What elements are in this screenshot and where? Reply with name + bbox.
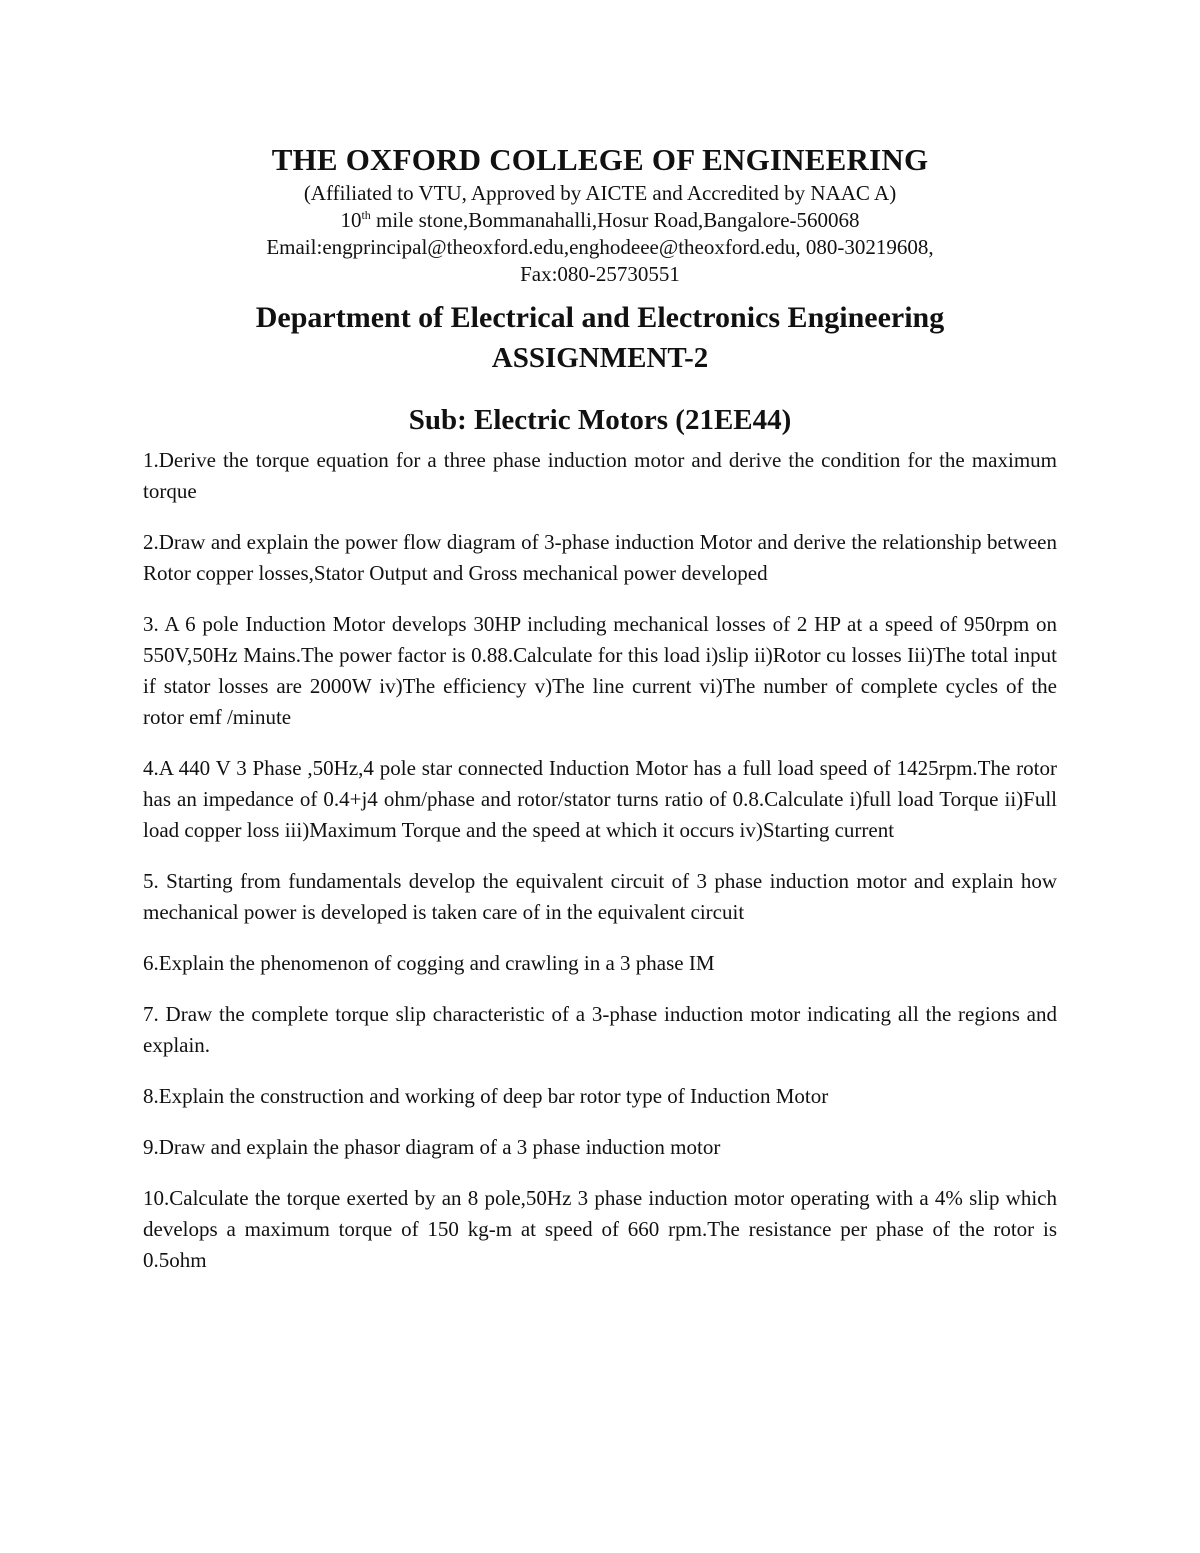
address-line [143, 207, 1057, 234]
question-list [143, 445, 1057, 1296]
fax-line: Fax:080-25730551 [520, 262, 680, 286]
department-title: Department of Electrical and Electronics Engineering [255, 301, 945, 334]
affiliation-line: (Affiliated to VTU, Approved by AICTE and Accredited by NAAC A) [303, 181, 897, 205]
question-5: 5. Starting from fundamentals develop the equivalent circuit of 3 phase induction motor and explain how mechanical power is developed is taken care of in the equivalent circuit [143, 869, 1057, 924]
assignment-title: ASSIGNMENT-2 [491, 342, 709, 374]
question-9: 9.Draw and explain the phasor diagram of a 3 phase induction motor [143, 1135, 721, 1159]
question-7: 7. Draw the complete torque slip characteristic of a 3-phase induction motor indicating all the regions and explain. [143, 1002, 1057, 1057]
question-1: 1.Derive the torque equation for a three phase induction motor and derive the condition for the maximum torque [143, 448, 1057, 503]
question-10: 10.Calculate the torque exerted by an 8 pole,50Hz 3 phase induction motor operating with a 4% slip which develops a maximum torque of 150 kg-m at speed of 660 rpm.The resistance per phase of the rotor is 0.5ohm [143, 1186, 1057, 1272]
email-line: Email:engprincipal@theoxford.edu,enghodeee@theoxford.edu, 080-30219608, [266, 235, 934, 259]
address-ordinal: th [361, 208, 371, 222]
question-6: 6.Explain the phenomenon of cogging and crawling in a 3 phase IM [143, 951, 715, 975]
question-8: 8.Explain the construction and working of deep bar rotor type of Induction Motor [143, 1084, 829, 1108]
address-number: 10 [340, 208, 362, 232]
subject-title: Sub: Electric Motors (21EE44) [408, 404, 792, 436]
document-header [143, 140, 1057, 438]
question-4: 4.A 440 V 3 Phase ,50Hz,4 pole star connected Induction Motor has a full load speed of 1425rpm.The rotor has an impedance of 0.4+j4 ohm/phase and rotor/stator turns ratio of 0.8.Calculate i)full load Torque ii)Full load copper loss iii)Maximum Torque and the speed at which it occurs iv)Starting current [143, 756, 1057, 842]
college-name: THE OXFORD COLLEGE OF ENGINEERING [271, 142, 929, 177]
address-text: mile stone,Bommanahalli,Hosur Road,Bangalore-560068 [370, 208, 860, 232]
question-2: 2.Draw and explain the power flow diagram of 3-phase induction Motor and derive the relationship between Rotor copper losses,Stator Output and Gross mechanical power developed [143, 530, 1057, 585]
question-3: 3. A 6 pole Induction Motor develops 30HP including mechanical losses of 2 HP at a speed of 950rpm on 550V,50Hz Mains.The power factor is 0.88.Calculate for this load i)slip ii)Rotor cu losses Iii)The total input if stator losses are 2000W iv)The efficiency v)The line current vi)The number of complete cycles of the rotor emf /minute [143, 612, 1057, 729]
